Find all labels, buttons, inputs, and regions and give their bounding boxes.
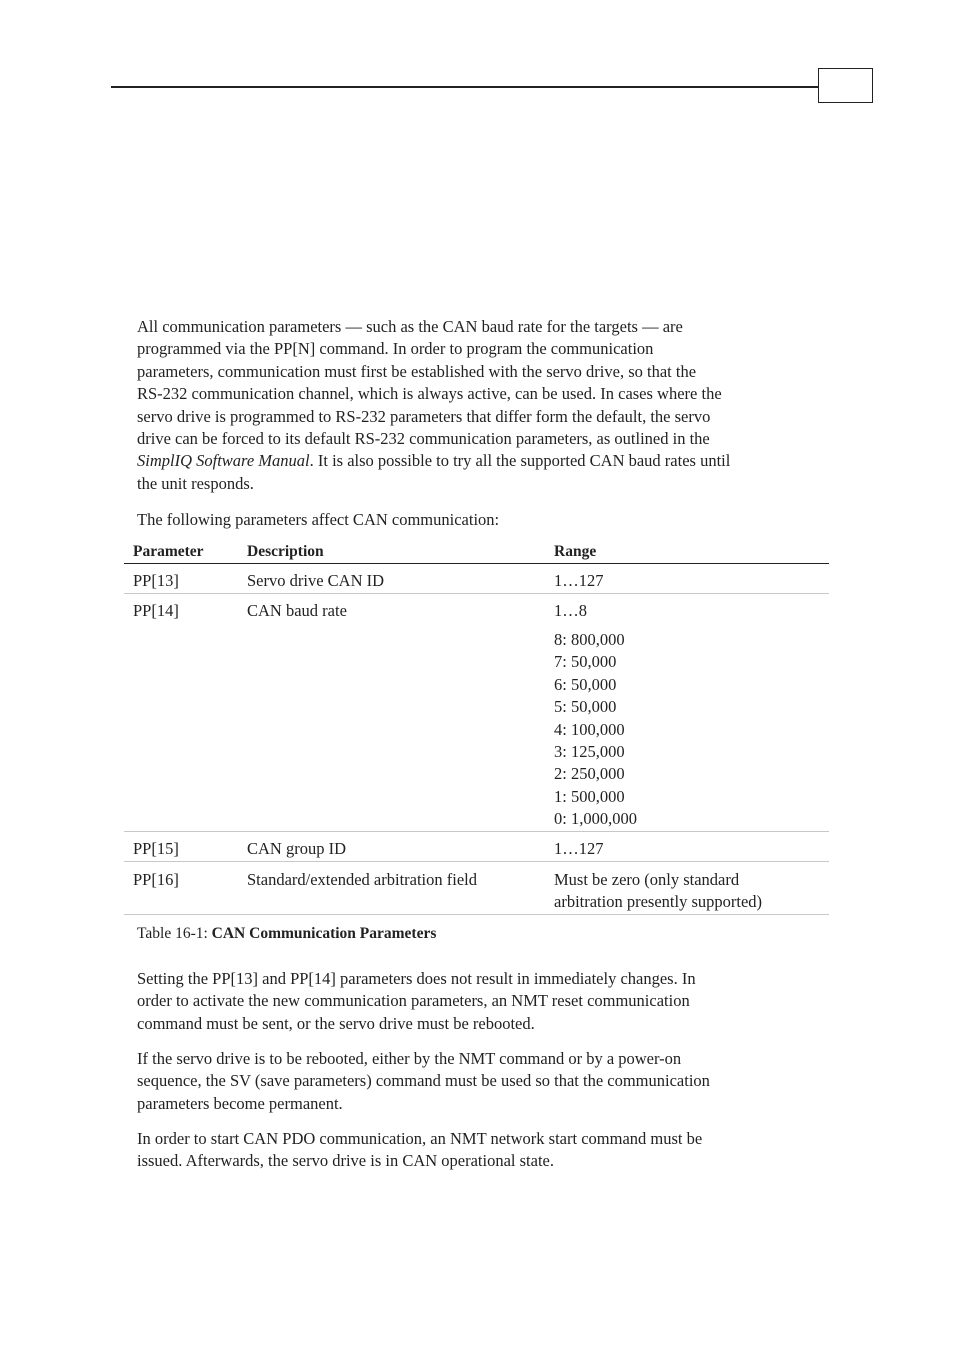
text-line: If the servo drive is to be rebooted, either by the NMT command or by a power-on <box>137 1049 682 1068</box>
page-number-box <box>818 68 873 103</box>
header-parameter: Parameter <box>133 543 204 560</box>
text-line: Setting the PP[13] and PP[14] parameters does not result in immediately changes. In <box>137 969 696 988</box>
list-item: 2: 250,000 <box>554 764 625 784</box>
intro-paragraph <box>137 316 817 495</box>
table-row <box>124 862 829 915</box>
cell-range <box>554 869 824 914</box>
header-description: Description <box>247 543 324 560</box>
table-caption <box>137 923 436 945</box>
text-line: the unit responds. <box>137 473 254 493</box>
paragraph <box>137 1048 817 1115</box>
cell-range: 1…127 <box>554 571 604 590</box>
text-line: RS-232 communication channel, which is always active, can be used. In cases where the <box>137 384 722 404</box>
text-line: order to activate the new communication parameters, an NMT reset communication <box>137 991 690 1011</box>
range-line: arbitration presently supported) <box>554 892 763 912</box>
table-row <box>124 564 829 594</box>
text-line: command must be sent, or the servo drive must be rebooted. <box>137 1013 535 1033</box>
cell-range: 1…8 <box>554 601 587 620</box>
cell-param: PP[13] <box>133 571 179 590</box>
list-item: 7: 50,000 <box>554 652 617 672</box>
text-line: parameters, communication must first be established with the servo drive, so that the <box>137 361 697 381</box>
parameters-table <box>124 541 829 915</box>
list-item: 1: 500,000 <box>554 786 625 806</box>
manual-title: SimplIQ Software Manual <box>137 451 310 471</box>
caption-prefix: Table 16-1: <box>137 925 212 942</box>
cell-desc: Servo drive CAN ID <box>247 571 385 590</box>
cell-range: 1…127 <box>554 839 604 858</box>
cell-param: PP[15] <box>133 839 179 858</box>
caption-title: CAN Communication Parameters <box>211 925 437 942</box>
list-item: 3: 125,000 <box>554 742 625 762</box>
paragraph <box>137 1128 817 1173</box>
cell-desc: Standard/extended arbitration field <box>247 870 478 889</box>
range-line: Must be zero (only standard <box>554 870 740 889</box>
header-rule <box>111 86 819 88</box>
text-line: In order to start CAN PDO communication, an NMT network start command must be <box>137 1129 703 1148</box>
text-line: programmed via the PP[N] command. In order to program the communication <box>137 339 654 359</box>
list-item: 8: 800,000 <box>554 630 625 649</box>
text-line <box>137 450 817 472</box>
list-item: 0: 1,000,000 <box>554 809 637 829</box>
list-item: 5: 50,000 <box>554 697 617 717</box>
table-intro: The following parameters affect CAN communication: <box>137 510 500 529</box>
text-line: parameters become permanent. <box>137 1093 343 1113</box>
text-line: All communication parameters — such as the CAN baud rate for the targets — are <box>137 317 683 336</box>
text-line: servo drive is programmed to RS-232 parameters that differ form the default, the servo <box>137 406 711 426</box>
list-item: 4: 100,000 <box>554 719 625 739</box>
text-line: sequence, the SV (save parameters) command must be used so that the communication <box>137 1071 710 1091</box>
list-item: 6: 50,000 <box>554 674 617 694</box>
cell-param: PP[14] <box>133 601 179 620</box>
cell-desc: CAN group ID <box>247 839 346 858</box>
table-row <box>124 832 829 862</box>
text-line: issued. Afterwards, the servo drive is in CAN operational state. <box>137 1151 554 1171</box>
header-range: Range <box>554 543 597 560</box>
baud-rate-list <box>554 629 754 831</box>
cell-param: PP[16] <box>133 870 179 889</box>
table-header-row <box>124 541 829 564</box>
table-row <box>124 594 829 832</box>
paragraph <box>137 968 817 1035</box>
text-span: . It is also possible to try all the supported CAN baud rates until <box>309 451 731 471</box>
text-line: drive can be forced to its default RS-232 communication parameters, as outlined in the <box>137 429 710 449</box>
cell-desc: CAN baud rate <box>247 601 347 620</box>
